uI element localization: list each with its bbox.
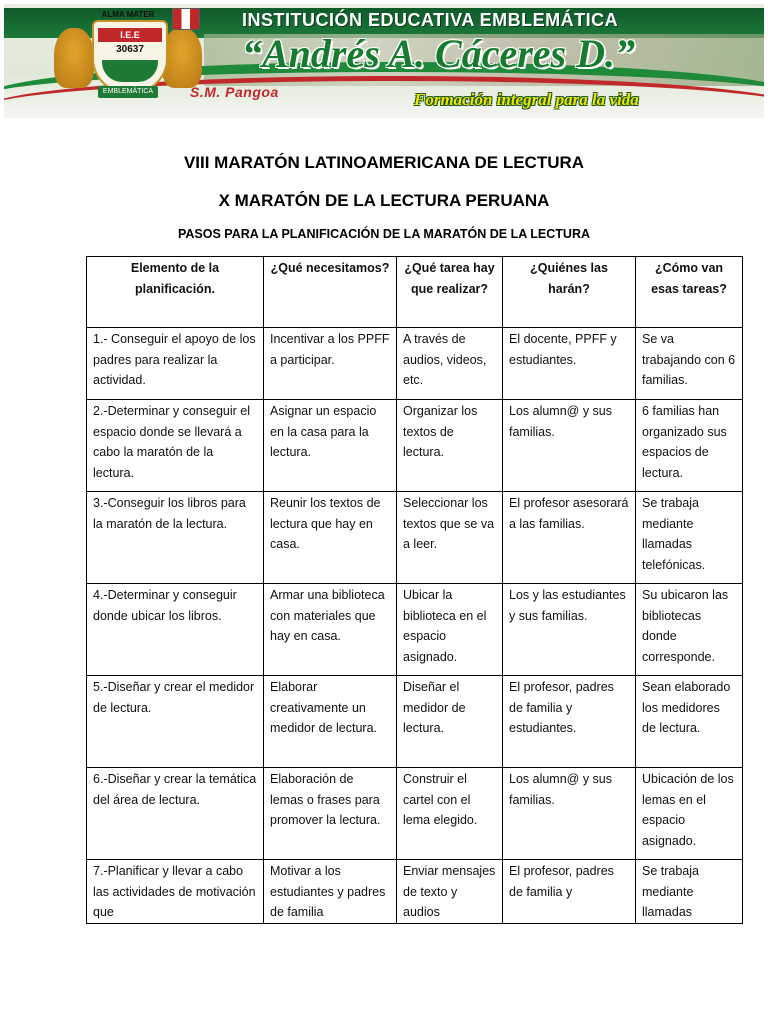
table-row	[87, 768, 743, 860]
table-cell: Reunir los textos de lectura que hay en casa.	[264, 492, 397, 584]
table-row	[87, 400, 743, 492]
table-cell: Sean elaborado los medidores de lectura.	[636, 676, 743, 768]
table-cell: Los y las estudiantes y sus familias.	[503, 584, 636, 676]
table-cell: 1.- Conseguir el apoyo de los padres para realizar la actividad.	[87, 328, 264, 400]
header-cell: ¿Quiénes las harán?	[503, 257, 636, 328]
school-location: S.M. Pangoa	[190, 84, 279, 100]
table-cell: El profesor, padres de familia y	[503, 860, 636, 924]
table-cell: 6 familias han organizado sus espacios de lectura.	[636, 400, 743, 492]
table-cell: Su ubicaron las bibliotecas donde corresponde.	[636, 584, 743, 676]
crest-ribbon: EMBLEMÁTICA	[98, 86, 158, 98]
table-cell: Diseñar el medidor de lectura.	[397, 676, 503, 768]
table-cell: Se trabaja mediante llamadas	[636, 860, 743, 924]
institution-title: INSTITUCIÓN EDUCATIVA EMBLEMÁTICA	[242, 10, 619, 30]
header-cell: ¿Qué necesitamos?	[264, 257, 397, 328]
school-motto: Formación integral para la vida	[414, 90, 639, 109]
table-cell: Elaboración de lemas o frases para promover la lectura.	[264, 768, 397, 860]
table-cell: 6.-Diseñar y crear la temática del área de lectura.	[87, 768, 264, 860]
crest-shield	[92, 20, 168, 94]
table-cell: Motivar a los estudiantes y padres de familia	[264, 860, 397, 924]
school-banner	[4, 4, 764, 118]
table-row	[87, 584, 743, 676]
school-name: “Andrés A. Cáceres D.”	[242, 31, 635, 76]
table-cell: 2.-Determinar y conseguir el espacio donde se llevará a cabo la maratón de la lectura.	[87, 400, 264, 492]
table-cell: Incentivar a los PPFF a participar.	[264, 328, 397, 400]
table-cell: Ubicación de los lemas en el espacio asignado.	[636, 768, 743, 860]
crest-number: 30637	[116, 44, 144, 55]
lion-right-icon	[162, 28, 202, 88]
table-cell: El profesor, padres de familia y estudiantes.	[503, 676, 636, 768]
table-cell: Ubicar la biblioteca en el espacio asignado.	[397, 584, 503, 676]
header-cell: ¿Cómo van esas tareas?	[636, 257, 743, 328]
table-cell: 4.-Determinar y conseguir donde ubicar los libros.	[87, 584, 264, 676]
table-cell: Elaborar creativamente un medidor de lectura.	[264, 676, 397, 768]
peru-flag-icon	[172, 8, 200, 30]
planning-table	[86, 256, 743, 924]
table-row	[87, 676, 743, 768]
crest-emblem	[102, 60, 158, 82]
table-cell: 7.-Planificar y llevar a cabo las actividades de motivación que	[87, 860, 264, 924]
table-cell: Seleccionar los textos que se va a leer.	[397, 492, 503, 584]
table-cell: Enviar mensajes de texto y audios	[397, 860, 503, 924]
lion-left-icon	[54, 28, 94, 88]
document-title-1: VIII MARATÓN LATINOAMERICANA DE LECTURA	[183, 153, 585, 172]
table-cell: Construir el cartel con el lema elegido.	[397, 768, 503, 860]
table-row	[87, 860, 743, 924]
crest-initials: I.E.E	[98, 28, 162, 42]
table-header-row	[87, 257, 743, 328]
table-cell: 5.-Diseñar y crear el medidor de lectura.	[87, 676, 264, 768]
header-cell: ¿Qué tarea hay que realizar?	[397, 257, 503, 328]
table-cell: Se va trabajando con 6 familias.	[636, 328, 743, 400]
document-title-2: X MARATÓN DE LA LECTURA PERUANA	[218, 191, 550, 210]
table-cell: Armar una biblioteca con materiales que hay en casa.	[264, 584, 397, 676]
table-cell: El profesor asesorará a las familias.	[503, 492, 636, 584]
table-cell: Los alumn@ y sus familias.	[503, 400, 636, 492]
table-cell: A través de audios, videos, etc.	[397, 328, 503, 400]
crest-alma-mater: ALMA MATER	[101, 10, 155, 19]
table-row	[87, 328, 743, 400]
table-cell: Se trabaja mediante llamadas telefónicas.	[636, 492, 743, 584]
table-cell: Los alumn@ y sus familias.	[503, 768, 636, 860]
table-row	[87, 492, 743, 584]
table-cell: 3.-Conseguir los libros para la maratón de la lectura.	[87, 492, 264, 584]
table-cell: Organizar los textos de lectura.	[397, 400, 503, 492]
header-cell: Elemento de la planificación.	[87, 257, 264, 328]
table-cell: Asignar un espacio en la casa para la lectura.	[264, 400, 397, 492]
table-cell: El docente, PPFF y estudiantes.	[503, 328, 636, 400]
document-subtitle: PASOS PARA LA PLANIFICACIÓN DE LA MARATÓN DE LA LECTURA	[177, 227, 591, 241]
